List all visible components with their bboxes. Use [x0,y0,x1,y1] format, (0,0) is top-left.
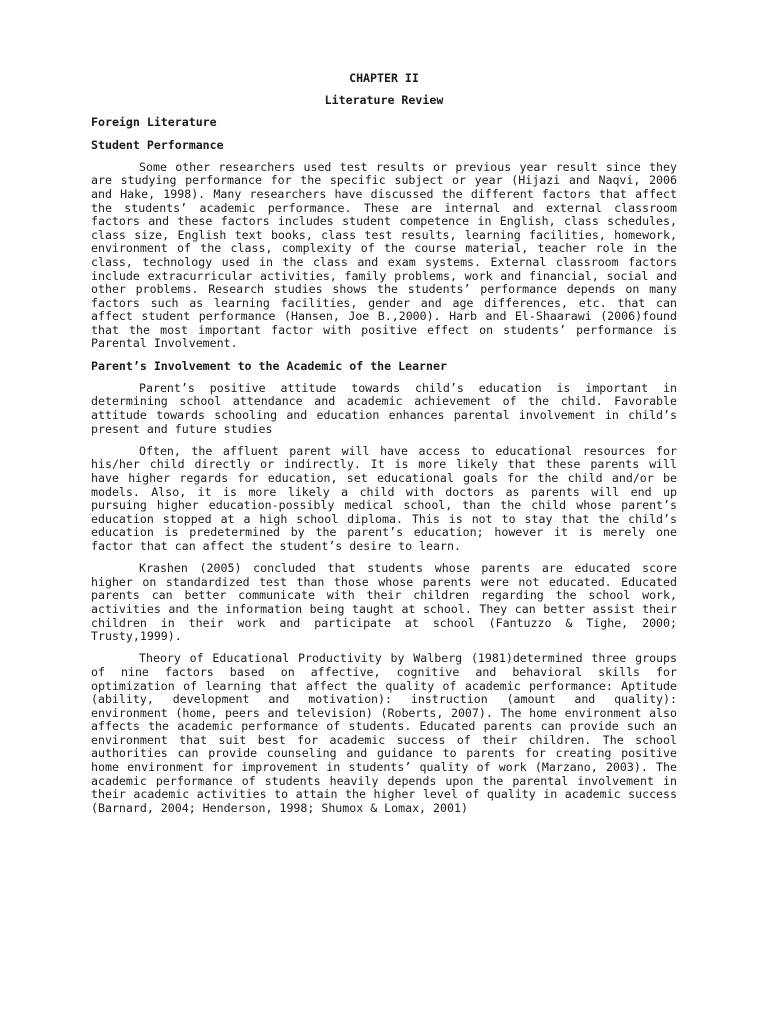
paragraph: Parent’s positive attitude towards child’s education is important in determining school attendance and academic achievement of the child. Favorable attitude towards schooling and education enhances parental involvement in child’s present and future studies [91,380,677,436]
section-heading: Foreign Literature [91,115,217,130]
subsection-heading-student-performance: Student Performance [91,137,224,152]
chapter-title: Literature Review [324,93,444,108]
chapter-label: CHAPTER II [349,71,419,85]
document-page [91,72,677,824]
subsection-heading-parents-involvement: Parent’s Involvement to the Academic of the Learner [91,358,447,373]
paragraph: Some other researchers used test results or previous year result since they are studying performance for the specific subject or year (Hijazi and Naqvi, 2006 and Hake, 1998). Many researchers have discussed the different factors that affect the students’ academic performance. These are internal and external classroom factors and these factors includes student competence in English, class schedules, class size, English text books, class test results, learning facilities, homework, environment of the class, complexity of the course material, teacher role in the class, technology used in the class and exam systems. External classroom factors include extracurricular activities, family problems, work and financial, social and other problems. Research studies shows the students’ performance depends on many factors such as learning facilities, gender and age differences, etc. that can affect student performance (Hansen, Joe B.,2000). Harb and El-Shaarawi (2006)found that the most important factor with positive effect on students’ performance is Parental Involvement. [91,159,677,351]
paragraph: Krashen (2005) concluded that students whose parents are educated score higher on standardized test than those whose parents were not educated. Educated parents can better communicate with their children regarding the school work, activities and the information being taught at school. They can better assist their children in their work and participate at school (Fantuzzo & Tighe, 2000; Trusty,1999). [91,561,677,644]
paragraph: Often, the affluent parent will have access to educational resources for his/her child directly or indirectly. It is more likely that these parents will have higher regards for education, set educational goals for the child and/or be models. Also, it is more likely a child with doctors as parents will end up pursuing higher education-possibly medical school, than the child whose parent’s education stopped at a high school diploma. This is not to stay that the child’s education is predetermined by the parent’s education; however it is merely one factor that can affect the student’s desire to learn. [91,443,677,553]
paragraph: Theory of Educational Productivity by Walberg (1981)determined three groups of nine factors based on affective, cognitive and behavioral skills for optimization of learning that affect the quality of academic performance: Aptitude (ability, development and motivation): instruction (amount and quality): environment (home, peers and television) (Roberts, 2007). The home environment also affects the academic performance of students. Educated parents can provide such an environment that suit best for academic success of their children. The school authorities can provide counseling and guidance to parents for creating positive home environment for improvement in students’ quality of work (Marzano, 2003). The academic performance of students heavily depends upon the parental involvement in their academic activities to attain the higher level of quality in academic success (Barnard, 2004; Henderson, 1998; Shumox & Lomax, 2001) [91,651,677,815]
